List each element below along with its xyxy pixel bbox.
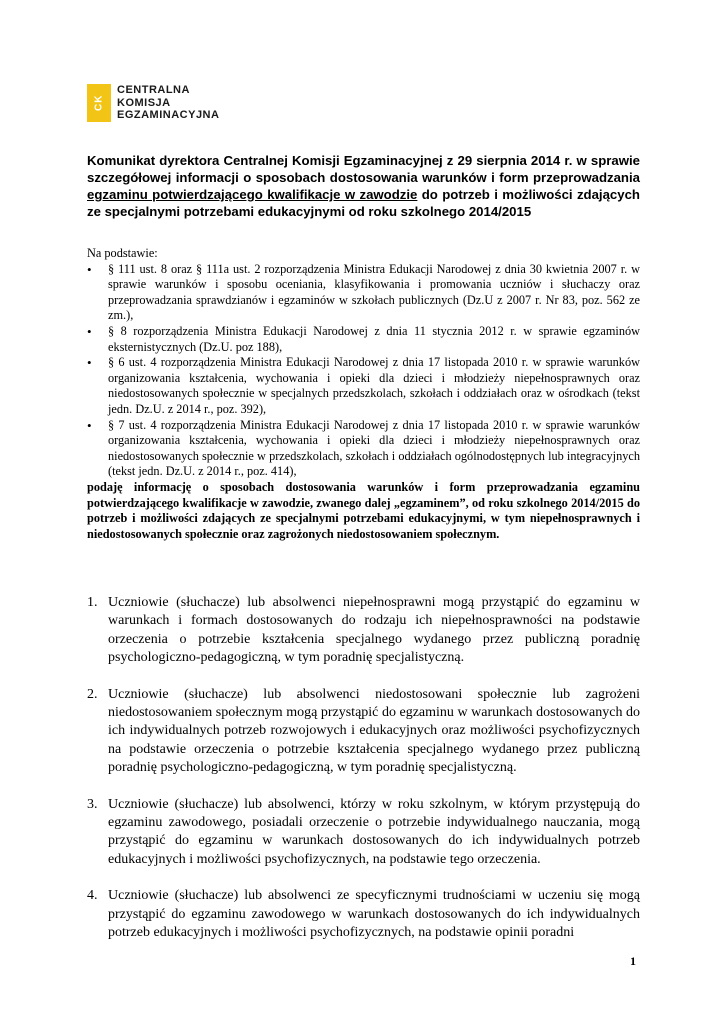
point-item [87,686,640,778]
basis-item: • § 6 ust. 4 rozporządzenia Ministra Edukacji Narodowej z dnia 17 listopada 2010 r. w sprawie warunków organizowania kształcenia, wychowania i opieki dla dzieci i młodzieży niepełnosprawnych oraz niedostosowanych społecznie w specjalnych przedszkolach, szkołach i oddziałach oraz w ośrodkach (tekst jedn. Dz.U. z 2014 r., poz. 392), [87,355,640,417]
point-number: 4. [87,888,98,904]
title-underlined: egzaminu potwierdzającego kwalifikacje w zawodzie [87,187,418,202]
point-number: 3. [87,796,98,812]
point-text: Uczniowie (słuchacze) lub absolwenci niedostosowani społecznie lub zagrożeni niedostosowaniem społecznym mogą przystąpić do egzaminu w warunkach dostosowanych do ich indywidualnych potrzeb rozwojowych i edukacyjnych oraz możliwości psychofizycznych na podstawie orzeczenia o potrzebie kształcenia specjalnego wydanego przez publiczną poradnię psychologiczno-pedagogiczną, w tym poradnię specjalistyczną. [108,686,640,776]
basis-intro: Na podstawie: [87,246,158,260]
logo-line-1: CENTRALNA [117,84,190,97]
point-item [87,887,640,942]
numbered-points [87,594,640,961]
document-title [87,152,640,220]
basis-conclusion: podaję informację o sposobach dostosowania warunków i form przeprowadzania egzaminu potwierdzającego kwalifikacje w zawodzie, zwanego dalej „egzaminem”, od roku szkolnego 2014/2015 do potrzeb i możliwości zdających ze specjalnymi potrzebami edukacyjnymi, w tym niepełnosprawnych i niedostosowanych społecznie oraz zagrożonych niedostosowaniem społecznym. [87,479,640,541]
point-number: 2. [87,686,98,702]
basis-list [87,262,640,480]
logo-mark: CK [87,84,111,122]
page-number: 1 [630,954,636,968]
point-text: Uczniowie (słuchacze) lub absolwenci, którzy w roku szkolnym, w którym przystępują do egzaminu zawodowego, posiadali orzeczenie o potrzebie indywidualnego nauczania, mogą przystąpić do egzaminu w warunkach dostosowanych do ich indywidualnych potrzeb edukacyjnych i możliwości psychofizycznych, na podstawie tego orzeczenia. [108,796,640,867]
title-part-1: Komunikat dyrektora Centralnej Komisji Egzaminacyjnej z 29 sierpnia 2014 r. w sprawie szczegółowej informacji o sposobach dostosowania warunków i form przeprowadzania [87,153,640,185]
logo [87,84,219,122]
basis-item: • § 7 ust. 4 rozporządzenia Ministra Edukacji Narodowej z dnia 17 listopada 2010 r. w sprawie warunków organizowania kształcenia, wychowania i opieki dla dzieci i młodzieży niepełnosprawnych oraz niedostosowanych społecznie w przedszkolach, szkołach i oddziałach ogólnodostępnych lub integracyjnych (tekst jedn. Dz.U. z 2014 r., poz. 414), [87,418,640,480]
point-item [87,796,640,870]
point-number: 1. [87,595,98,610]
basis-item: • § 111 ust. 8 oraz § 111a ust. 2 rozporządzenia Ministra Edukacji Narodowej z dnia 30 kwietnia 2007 r. w sprawie warunków i sposobu oceniania, klasyfikowania i promowania uczniów i słuchaczy oraz przeprowadzania sprawdzianów i egzaminów w szkołach publicznych (Dz.U z 2007 r. Nr 83, poz. 562 ze zm.), [87,262,640,324]
logo-line-2: KOMISJA [117,96,171,109]
logo-line-3: EGZAMINACYJNA [117,109,220,122]
point-text: Uczniowie (słuchacze) lub absolwenci ze specyficznymi trudnościami w uczeniu się mogą przystąpić do egzaminu zawodowego w warunkach dostosowanych do ich indywidualnych potrzeb edukacyjnych i możliwości psychofizycznych, na podstawie opinii poradni [108,888,640,941]
legal-basis [87,246,640,542]
point-text: Uczniowie (słuchacze) lub absolwenci niepełnosprawni mogą przystąpić do egzaminu w warunkach i formach dostosowanych do rodzaju ich niepełnosprawności na podstawie orzeczenia o potrzebie kształcenia specjalnego wydanego przez publiczną poradnię psychologiczno-pedagogiczną, w tym poradnię specjalistyczną. [108,595,640,666]
basis-item: • § 8 rozporządzenia Ministra Edukacji Narodowej z dnia 11 stycznia 2012 r. w sprawie egzaminów eksternistycznych (Dz.U. poz 188), [87,324,640,355]
logo-text [117,84,219,122]
point-item [87,594,640,668]
title-part-2: do potrzeb i możliwości zdających ze specjalnymi potrzebami edukacyjnymi od roku szkolnego 2014/2015 [87,187,640,219]
